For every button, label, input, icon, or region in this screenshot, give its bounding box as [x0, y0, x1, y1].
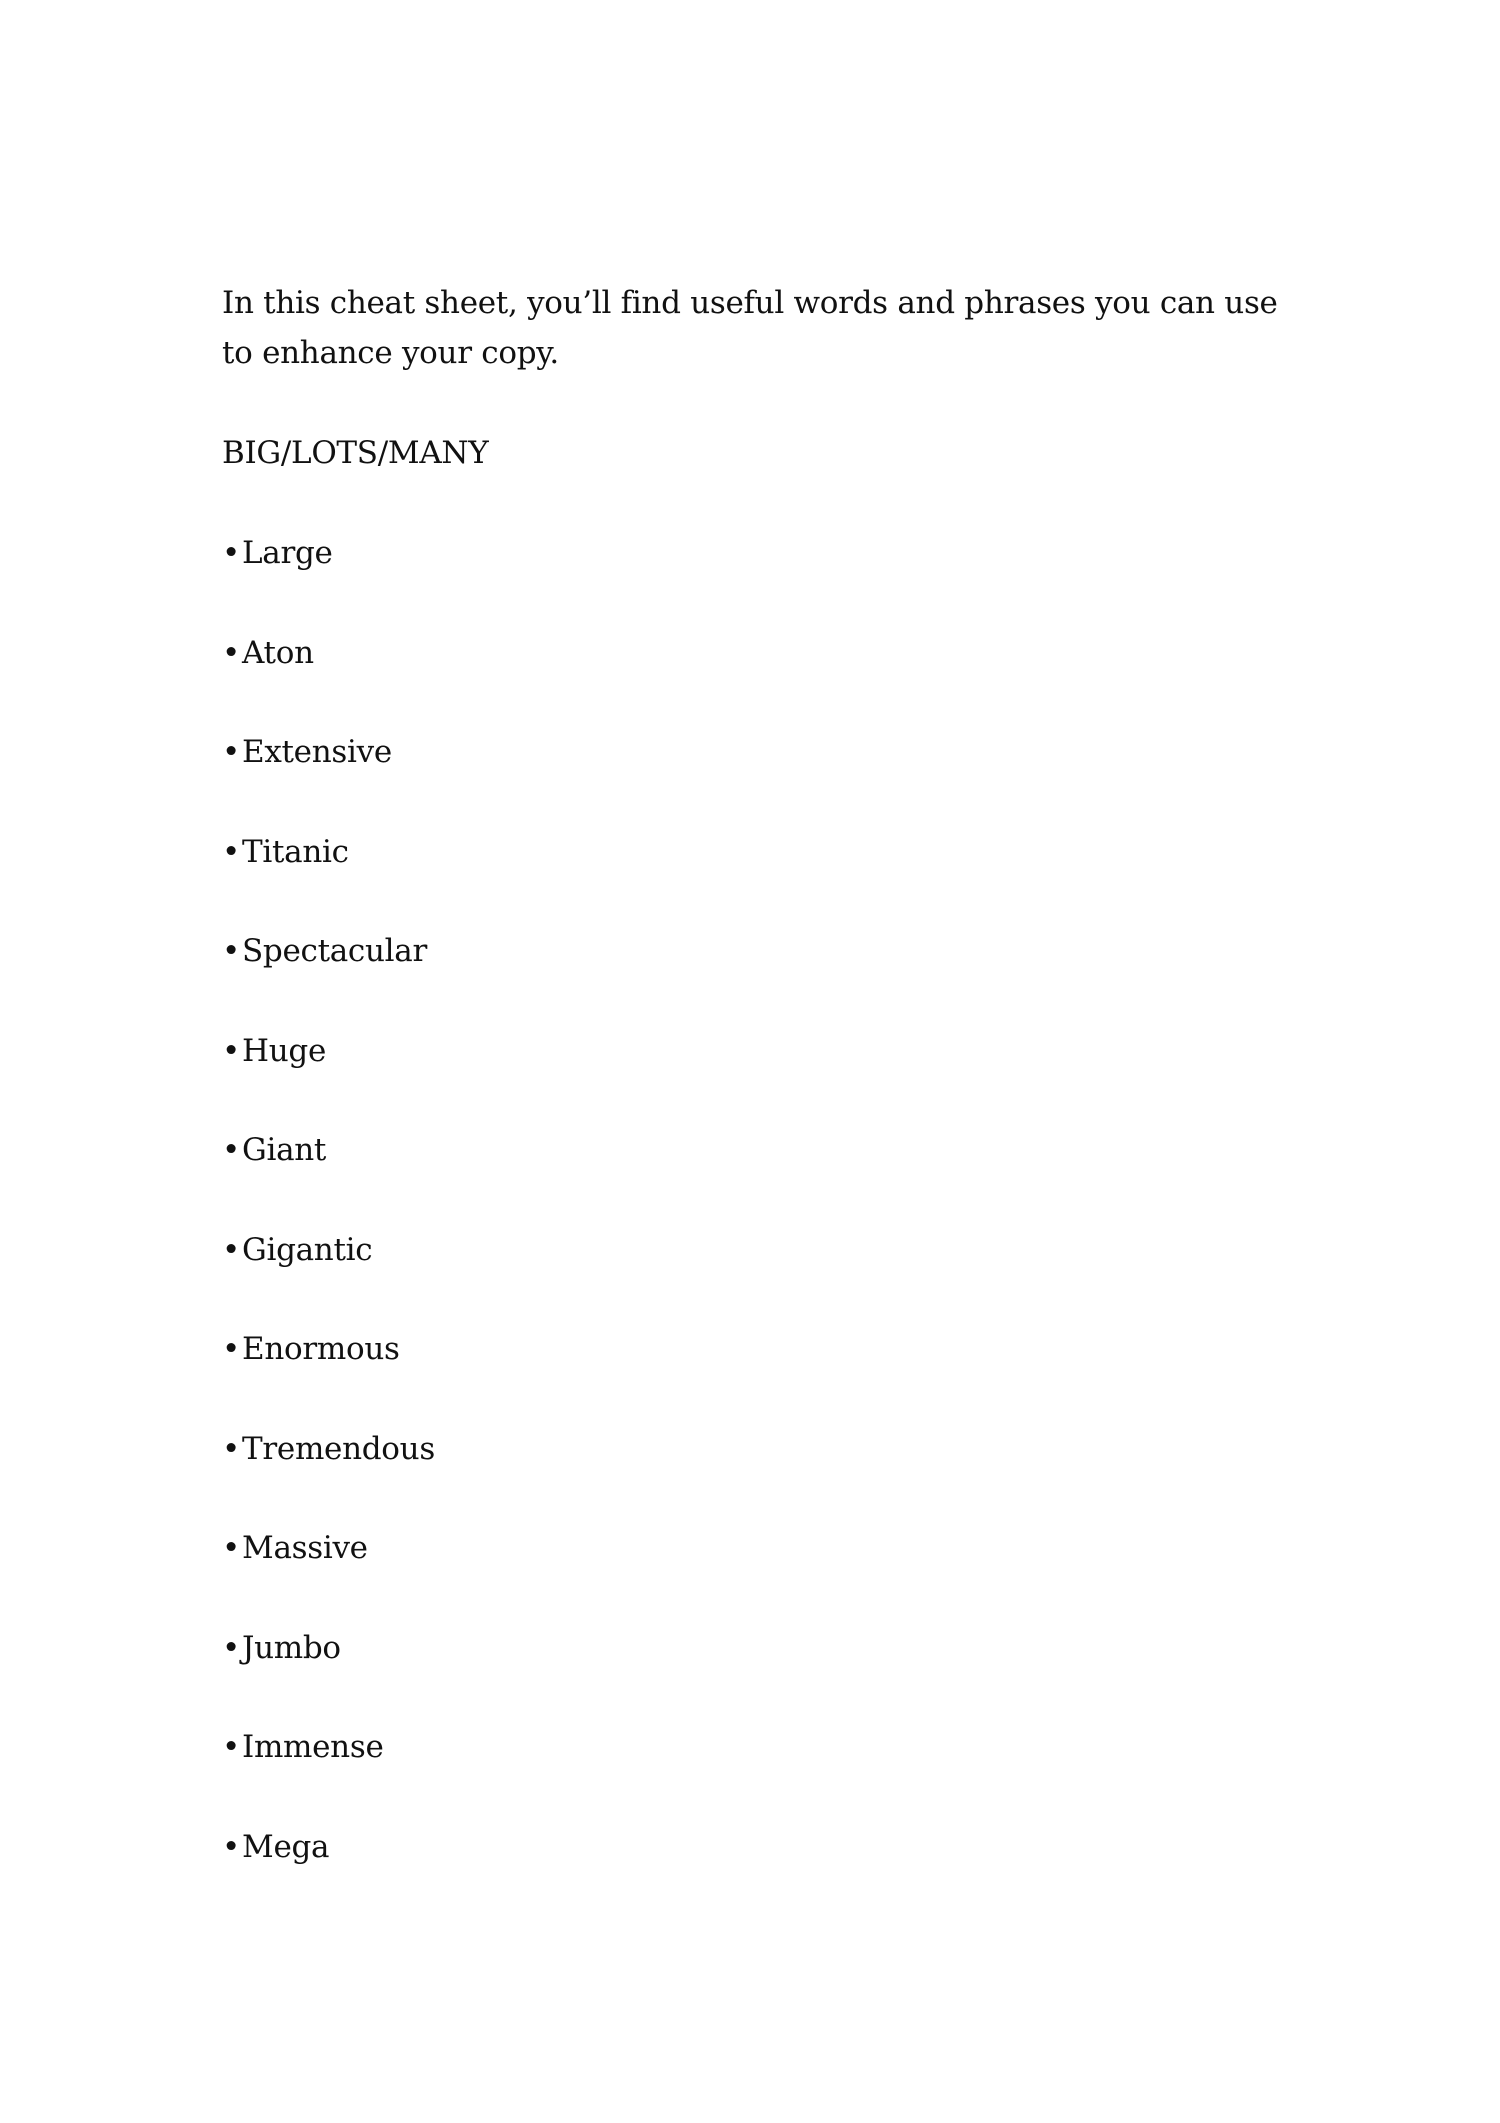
- list-item-text: Giant: [242, 1132, 327, 1168]
- list-item: [222, 1225, 435, 1325]
- list-item: [222, 1324, 435, 1424]
- list-item-text: Gigantic: [242, 1231, 373, 1268]
- bullet-icon: •: [222, 1231, 240, 1268]
- bullet-icon: •: [222, 833, 240, 870]
- list-item-text: Tremendous: [242, 1430, 435, 1467]
- intro-paragraph: In this cheat sheet, you’ll find useful words and phrases you can use to enhance your copy.: [222, 285, 1278, 371]
- bullet-icon: •: [222, 933, 240, 969]
- list-item: [222, 1523, 435, 1623]
- bullet-icon: •: [222, 1729, 240, 1765]
- list-item: [222, 1722, 435, 1822]
- list-item-text: Extensive: [242, 734, 392, 770]
- bullet-icon: •: [222, 1132, 240, 1168]
- list-item: [222, 1125, 435, 1225]
- bullet-icon: •: [222, 1430, 240, 1467]
- bullet-icon: •: [222, 634, 240, 671]
- list-item: [222, 628, 435, 728]
- list-item: [222, 1623, 435, 1723]
- list-item-text: Jumbo: [242, 1629, 341, 1666]
- list-item-text: Enormous: [242, 1331, 400, 1367]
- bullet-icon: •: [222, 734, 240, 770]
- word-list: [222, 528, 435, 1921]
- list-item: [222, 528, 435, 628]
- bullet-icon: •: [222, 1331, 240, 1367]
- list-item: [222, 827, 435, 927]
- list-item-text: Titanic: [242, 833, 349, 870]
- list-item-text: Mega: [242, 1828, 330, 1865]
- list-item: [222, 926, 435, 1026]
- bullet-icon: •: [222, 1629, 240, 1666]
- list-item-text: Large: [242, 535, 333, 571]
- bullet-icon: •: [222, 1032, 240, 1069]
- bullet-icon: •: [222, 535, 240, 571]
- list-item-text: Spectacular: [242, 933, 427, 969]
- list-item-text: Massive: [242, 1530, 368, 1566]
- list-item-text: Immense: [242, 1729, 384, 1765]
- list-item: [222, 1424, 435, 1524]
- list-item-text: Aton: [242, 634, 314, 671]
- list-item: [222, 727, 435, 827]
- section-heading: BIG/LOTS/MANY: [222, 435, 489, 471]
- list-item-text: Huge: [242, 1032, 326, 1069]
- list-item: [222, 1026, 435, 1126]
- bullet-icon: •: [222, 1530, 240, 1566]
- bullet-icon: •: [222, 1828, 240, 1865]
- list-item: [222, 1822, 435, 1922]
